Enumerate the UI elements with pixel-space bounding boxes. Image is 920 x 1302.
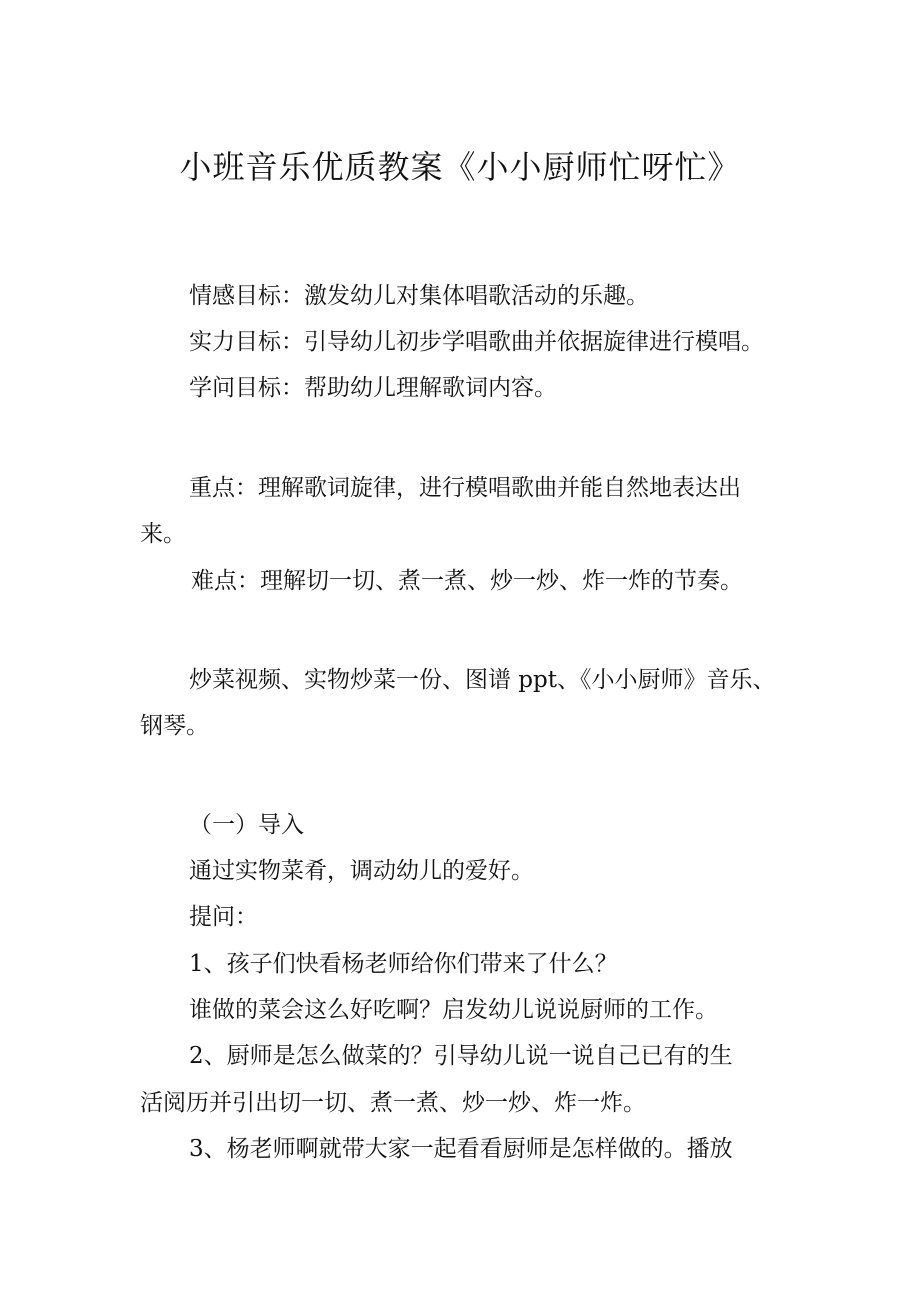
- intro-text: 通过实物菜肴，调动幼儿的爱好。: [189, 858, 534, 884]
- materials-line-2: 钢琴。: [140, 713, 209, 739]
- goal-knowledge: 学问目标：帮助幼儿理解歌词内容。: [189, 375, 557, 401]
- ask-label: 提问：: [189, 904, 258, 930]
- question-2-line-1: 2、厨师是怎么做菜的？引导幼儿说一说自己已有的生: [189, 1043, 733, 1069]
- focus-line-1: 重点：理解歌词旋律，进行模唱歌曲并能自然地表达出: [189, 475, 741, 501]
- materials-line-1: 炒菜视频、实物炒菜一份、图谱 ppt、《小小厨师》音乐、: [189, 667, 776, 693]
- section-heading-intro: （一）导入: [189, 812, 304, 838]
- focus-line-2: 来。: [140, 521, 186, 547]
- difficulty-line: 难点：理解切一切、煮一煮、炒一炒、炸一炸的节奏。: [191, 568, 743, 594]
- question-2-line-2: 活阅历并引出切一切、煮一煮、炒一炒、炸一炸。: [140, 1090, 646, 1116]
- question-1: 1、孩子们快看杨老师给你们带来了什么？: [189, 951, 618, 977]
- goal-ability: 实力目标：引导幼儿初步学唱歌曲并依据旋律进行模唱。: [189, 329, 764, 355]
- question-1-followup: 谁做的菜会这么好吃啊？启发幼儿说说厨师的工作。: [189, 997, 718, 1023]
- document-title: 小班音乐优质教案《小小厨师忙呀忙》: [179, 148, 741, 186]
- question-3-line-1: 3、杨老师啊就带大家一起看看厨师是怎样做的。播放: [189, 1136, 733, 1162]
- goal-emotion: 情感目标：激发幼儿对集体唱歌活动的乐趣。: [189, 283, 649, 309]
